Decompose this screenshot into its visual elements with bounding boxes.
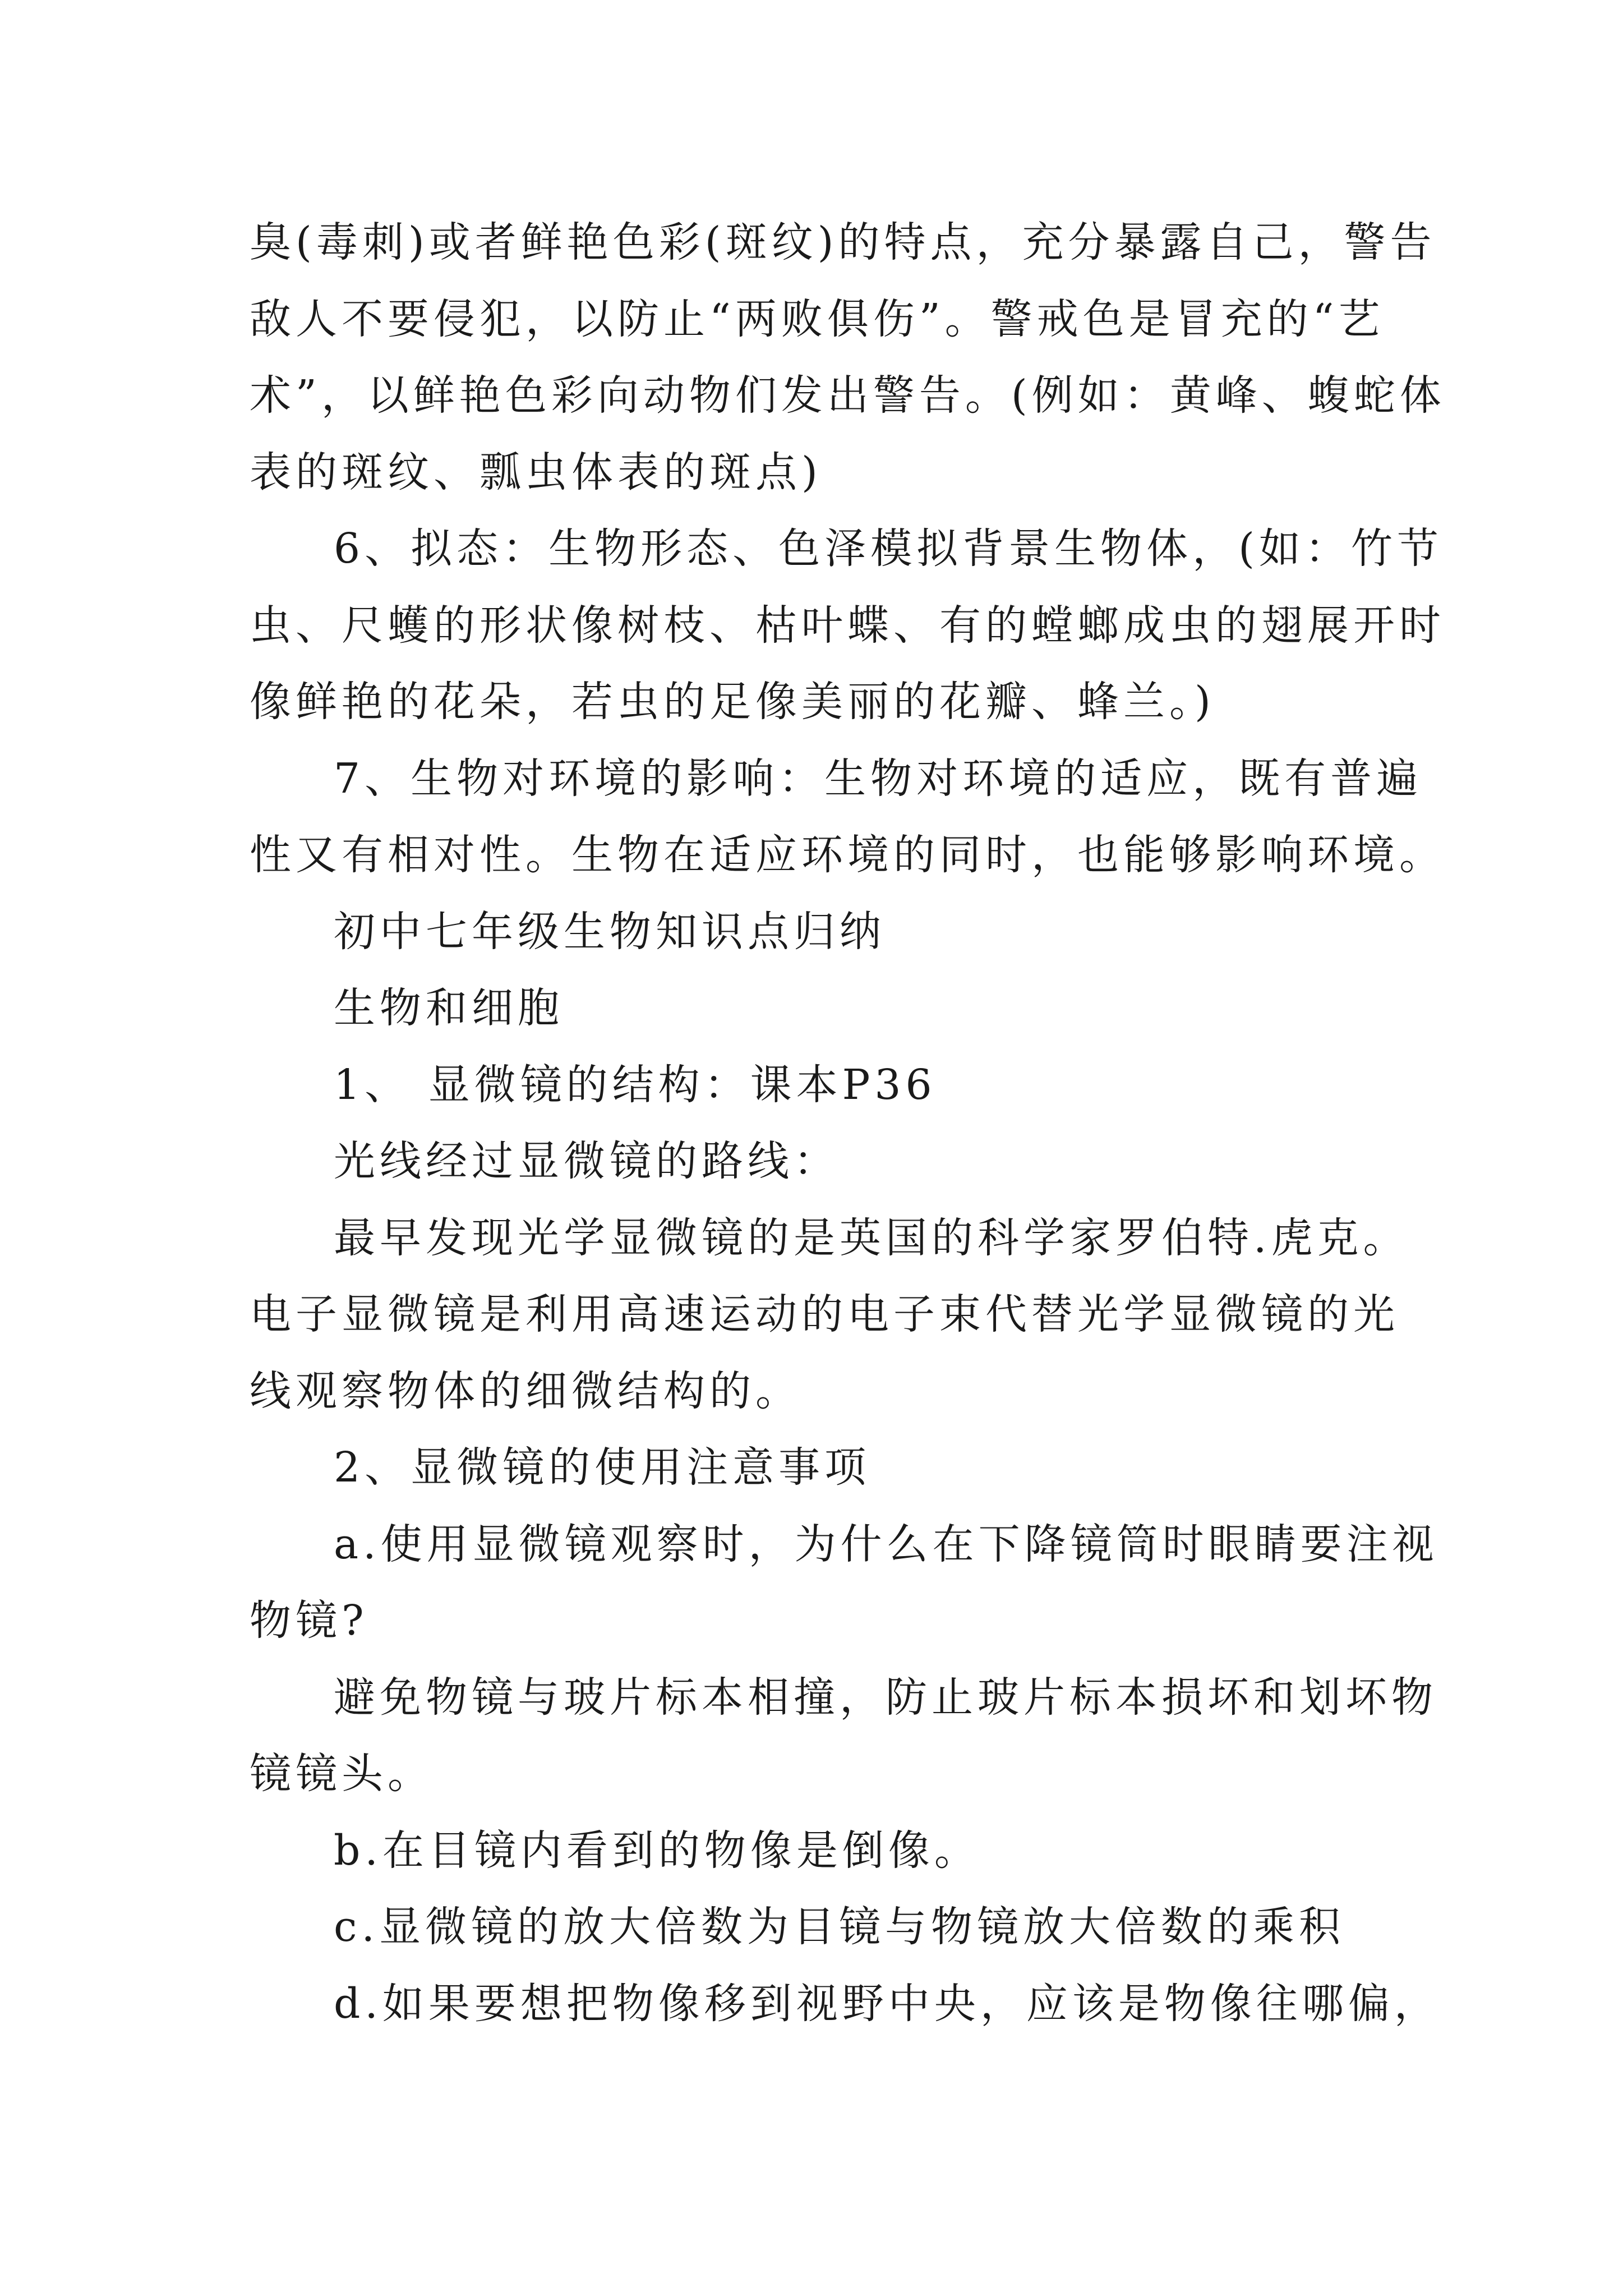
text-line: 1、 显微镜的结构：课本P36 — [334, 1060, 937, 1109]
text-line: 2、显微镜的使用注意事项 — [334, 1443, 871, 1492]
text-line: 6、拟态：生物形态、色泽模拟背景生物体，(如：竹节 — [334, 524, 1443, 573]
text-line: d.如果要想把物像移到视野中央，应该是物像往哪偏， — [334, 1979, 1440, 2028]
text-line: 最早发现光学显微镜的是英国的科学家罗伯特.虎克。 — [334, 1213, 1409, 1262]
text-line: 臭(毒刺)或者鲜艳色彩(斑纹)的特点，充分暴露自己，警告 — [250, 218, 1436, 266]
text-line: 术”，以鲜艳色彩向动物们发出警告。(例如：黄峰、蝮蛇体 — [250, 371, 1446, 420]
text-line: 镜镜头。 — [250, 1750, 434, 1798]
text-line: 7、生物对环境的影响：生物对环境的适应，既有普遍 — [334, 754, 1423, 803]
text-line: 避免物镜与玻片标本相撞，防止玻片标本损坏和划坏物 — [334, 1673, 1437, 1722]
text-line: 物镜? — [250, 1596, 368, 1645]
section-heading: 初中七年级生物知识点归纳 — [334, 907, 886, 956]
text-line: 像鲜艳的花朵，若虫的足像美丽的花瓣、蜂兰。) — [250, 678, 1215, 726]
text-line: a.使用显微镜观察时，为什么在下降镜筒时眼睛要注视 — [334, 1520, 1438, 1568]
text-line: b.在目镜内看到的物像是倒像。 — [334, 1826, 980, 1875]
text-line: 线观察物体的细微结构的。 — [250, 1366, 801, 1415]
text-line: 表的斑纹、瓢虫体表的斑点) — [250, 448, 822, 496]
text-line: 性又有相对性。生物在适应环境的同时，也能够影响环境。 — [250, 831, 1445, 879]
text-line: 敌人不要侵犯，以防止“两败俱伤”。警戒色是冒充的“艺 — [250, 295, 1385, 343]
text-line: c.显微镜的放大倍数为目镜与物镜放大倍数的乘积 — [334, 1903, 1345, 1951]
text-line: 光线经过显微镜的路线： — [334, 1137, 840, 1185]
text-line: 电子显微镜是利用高速运动的电子束代替光学显微镜的光 — [250, 1290, 1399, 1338]
text-line: 虫、尺蠖的形状像树枝、枯叶蝶、有的螳螂成虫的翅展开时 — [250, 601, 1445, 650]
section-subheading: 生物和细胞 — [334, 984, 564, 1032]
